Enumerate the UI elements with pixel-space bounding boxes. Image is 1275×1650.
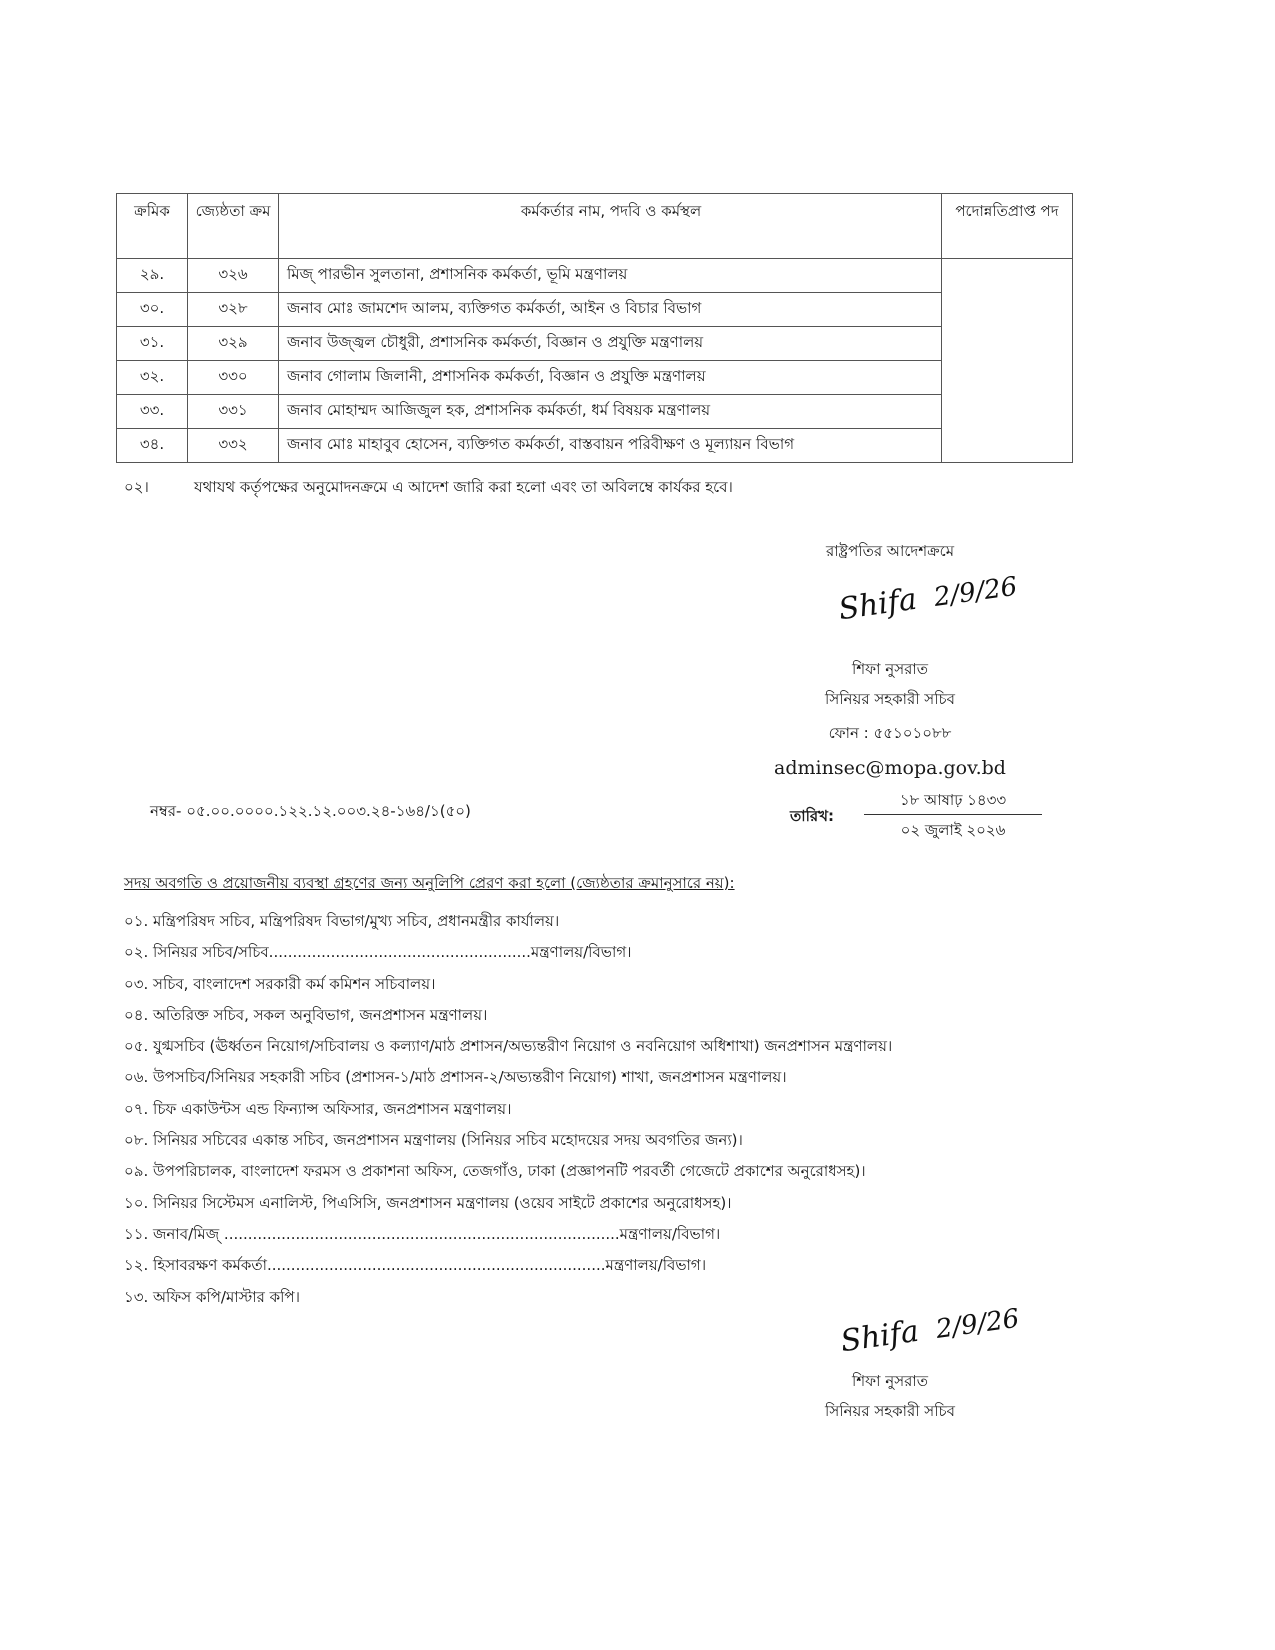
row-seniority: ৩২৯ (188, 327, 279, 361)
paragraph-number: ০২। (124, 478, 149, 496)
header-seniority: জ্যেষ্ঠতা ক্রম (188, 194, 279, 259)
distribution-list (124, 906, 892, 1313)
row-serial: ৩০. (117, 293, 188, 327)
signature-name: Shifa (838, 1313, 922, 1360)
row-seniority: ৩৩২ (188, 429, 279, 463)
reference-number: নম্বর- ০৫.০০.০০০০.১২২.১২.০০৩.২৪-১৬৪/১(৫০) (150, 802, 471, 820)
list-item: ০৭. চিফ একাউন্টস এন্ড ফিন্যান্স অফিসার, জনপ্রশাসন মন্ত্রণালয়। (124, 1099, 512, 1118)
by-order-text: রাষ্ট্রপতির আদেশক্রমে (825, 542, 955, 560)
signatory-block-2 (790, 1366, 990, 1426)
row-seniority: ৩২৮ (188, 293, 279, 327)
date-english: ০২ জুলাই ২০২৬ (900, 821, 1006, 839)
row-name: মিজ্ পারভীন সুলতানা, প্রশাসনিক কর্মকর্তা, ভূমি মন্ত্রণালয় (279, 259, 942, 293)
row-seniority: ৩২৬ (188, 259, 279, 293)
list-item: ০৬. উপসচিব/সিনিয়র সহকারী সচিব (প্রশাসন-১/মাঠ প্রশাসন-২/অভ্যন্তরীণ নিয়োগ) শাখা, জনপ্রশাসন মন্ত্রণালয়। (124, 1068, 787, 1087)
table-row (117, 259, 1073, 293)
row-name: জনাব মোঃ মাহাবুব হোসেন, ব্যক্তিগত কর্মকর্তা, বাস্তবায়ন পরিবীক্ষণ ও মূল্যায়ন বিভাগ (279, 429, 942, 463)
distribution-title: সদয় অবগতি ও প্রয়োজনীয় ব্যবস্থা গ্রহণের জন্য অনুলিপি প্রেরণ করা হলো (জ্যেষ্ঠতার ক্রমানুসারে নয়): (124, 874, 735, 892)
row-serial: ৩২. (117, 361, 188, 395)
row-name: জনাব গোলাম জিলানী, প্রশাসনিক কর্মকর্তা, বিজ্ঞান ও প্রযুক্তি মন্ত্রণালয় (279, 361, 942, 395)
row-seniority: ৩৩০ (188, 361, 279, 395)
list-item: ১৩. অফিস কপি/মাস্টার কপি। (124, 1287, 300, 1306)
paragraph-text: যথাযথ কর্তৃপক্ষের অনুমোদনক্রমে এ আদেশ জারি করা হলো এবং তা অবিলম্বে কার্যকর হবে। (194, 478, 733, 496)
date-box (864, 786, 1042, 845)
row-name: জনাব উজ্জ্বল চৌধুরী, প্রশাসনিক কর্মকর্তা, বিজ্ঞান ও প্রযুক্তি মন্ত্রণালয় (279, 327, 942, 361)
header-name: কর্মকর্তার নাম, পদবি ও কর্মস্থল (279, 194, 942, 259)
date-label: তারিখ: (790, 807, 834, 825)
row-post-merged (942, 259, 1073, 463)
list-item: ০২. সিনিয়র সচিব/সচিব.......................................................মন্ত্রণালয়/বিভাগ। (124, 943, 632, 962)
handwritten-signature (836, 568, 1019, 628)
list-item: ০৫. যুগ্মসচিব (ঊর্ধ্বতন নিয়োগ/সচিবালয় ও কল্যাণ/মাঠ প্রশাসন/অভ্যন্তরীণ নিয়োগ ও নবনিয়োগ অধিশাখা) জনপ্রশাসন মন্ত্রণালয়। (124, 1037, 893, 1056)
row-serial: ৩৪. (117, 429, 188, 463)
signature-date: 2/9/26 (932, 571, 1020, 613)
row-serial: ২৯. (117, 259, 188, 293)
signature-name: Shifa (836, 581, 920, 628)
signatory-block (760, 536, 1020, 566)
list-item: ১১. জনাব/মিজ্ ...................................................................................মন্ত্রণালয়/বিভাগ। (124, 1224, 721, 1243)
row-seniority: ৩৩১ (188, 395, 279, 429)
table-row (117, 361, 1073, 395)
list-item: ১২. হিসাবরক্ষণ কর্মকর্তা.......................................................................মন্ত্রণালয়/বিভাগ। (124, 1256, 707, 1275)
row-serial: ৩১. (117, 327, 188, 361)
signatory-designation: সিনিয়র সহকারী সচিব (825, 1402, 955, 1420)
row-name: জনাব মোহাম্মদ আজিজুল হক, প্রশাসনিক কর্মকর্তা, ধর্ম বিষয়ক মন্ত্রণালয় (279, 395, 942, 429)
table-row (117, 429, 1073, 463)
promotion-table (116, 193, 1073, 463)
row-name: জনাব মোঃ জামশেদ আলম, ব্যক্তিগত কর্মকর্তা, আইন ও বিচার বিভাগ (279, 293, 942, 327)
signatory-details (760, 654, 1020, 786)
signature-date: 2/9/26 (934, 1303, 1022, 1345)
signatory-designation: সিনিয়র সহকারী সচিব (825, 690, 955, 708)
date-bangla: ১৮ আষাঢ় ১৪৩৩ (864, 786, 1042, 815)
signatory-email: adminsec@mopa.gov.bd (774, 757, 1006, 779)
row-serial: ৩৩. (117, 395, 188, 429)
signatory-name: শিফা নুসরাত (852, 1372, 928, 1390)
order-paragraph (124, 476, 733, 501)
table-row (117, 293, 1073, 327)
list-item: ০৩. সচিব, বাংলাদেশ সরকারী কর্ম কমিশন সচিবালয়। (124, 974, 436, 993)
list-item: ০৮. সিনিয়র সচিবের একান্ত সচিব, জনপ্রশাসন মন্ত্রণালয় (সিনিয়র সচিব মহোদয়ের সদয় অবগতির জন্য)। (124, 1131, 743, 1150)
table-header-row (117, 194, 1073, 259)
list-item: ০১. মন্ত্রিপরিষদ সচিব, মন্ত্রিপরিষদ বিভাগ/মুখ্য সচিব, প্রধানমন্ত্রীর কার্যালয়। (124, 912, 560, 930)
list-item: ০৪. অতিরিক্ত সচিব, সকল অনুবিভাগ, জনপ্রশাসন মন্ত্রণালয়। (124, 1005, 488, 1024)
table-row (117, 327, 1073, 361)
table-row (117, 395, 1073, 429)
header-serial: ক্রমিক (117, 194, 188, 259)
header-post: পদোন্নতিপ্রাপ্ত পদ (942, 194, 1073, 259)
signatory-name: শিফা নুসরাত (852, 660, 928, 678)
list-item: ০৯. উপপরিচালক, বাংলাদেশ ফরমস ও প্রকাশনা অফিস, তেজগাঁও, ঢাকা (প্রজ্ঞাপনটি পরবর্তী গেজেটে প্রকাশের অনুরোধসহ)। (124, 1162, 866, 1181)
signatory-phone: ফোন : ৫৫১০১০৮৮ (828, 724, 952, 742)
list-item: ১০. সিনিয়র সিস্টেমস এনালিস্ট, পিএসিসি, জনপ্রশাসন মন্ত্রণালয় (ওয়েব সাইটে প্রকাশের অনুরোধসহ)। (124, 1193, 732, 1212)
